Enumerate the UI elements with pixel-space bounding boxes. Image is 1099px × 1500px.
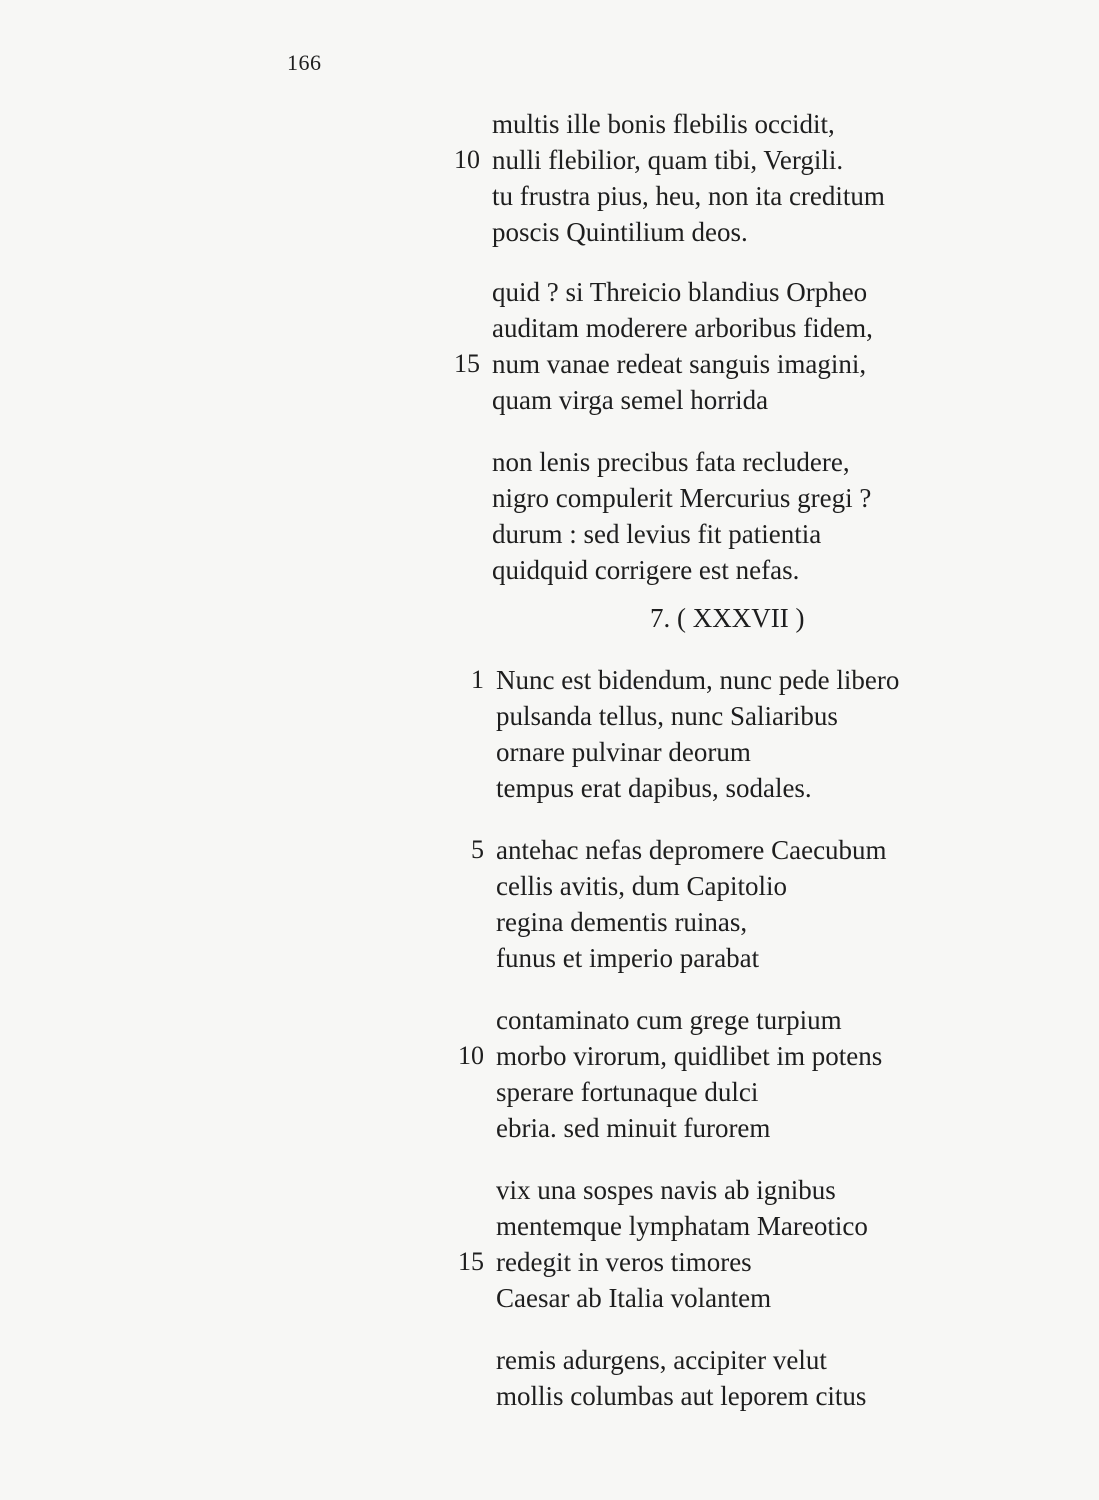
verse-line: Nunc est bidendum, nunc pede libero: [496, 665, 900, 695]
verse-line: redegit in veros timores: [496, 1247, 752, 1277]
verse-line: morbo virorum, quidlibet im potens: [496, 1041, 883, 1071]
verse-line: vix una sospes navis ab ignibus: [496, 1175, 836, 1205]
verse-line: non lenis precibus fata recludere,: [492, 447, 850, 477]
line-number: 5: [471, 835, 484, 864]
verse-line: mentemque lymphatam Mareotico: [496, 1211, 868, 1241]
poem-heading: 7. ( XXXVII ): [650, 603, 805, 633]
line-number: 15: [454, 349, 480, 378]
verse-line: quidquid corrigere est nefas.: [492, 555, 800, 585]
verse-line: cellis avitis, dum Capitolio: [496, 871, 787, 901]
verse-line: multis ille bonis flebilis occidit,: [492, 109, 835, 139]
verse-line: quid ? si Threicio blandius Orpheo: [492, 277, 868, 307]
verse-line: nulli flebilior, quam tibi, Vergili.: [492, 145, 844, 175]
verse-line: num vanae redeat sanguis imagini,: [492, 349, 867, 379]
verse-line: auditam moderere arboribus fidem,: [492, 313, 873, 343]
verse-line: nigro compulerit Mercurius gregi ?: [492, 483, 872, 513]
verse-line: pulsanda tellus, nunc Saliaribus: [496, 701, 838, 731]
page-number: 166: [287, 50, 322, 75]
verse-line: poscis Quintilium deos.: [492, 217, 748, 247]
verse-line: antehac nefas depromere Caecubum: [496, 835, 887, 865]
verse-line: tu frustra pius, heu, non ita creditum: [492, 181, 885, 211]
verse-line: contaminato cum grege turpium: [496, 1005, 842, 1035]
line-number: 15: [458, 1247, 484, 1276]
verse-line: mollis columbas aut leporem citus: [496, 1381, 867, 1411]
verse-line: quam virga semel horrida: [492, 385, 769, 415]
line-number: 10: [458, 1041, 484, 1070]
verse-line: remis adurgens, accipiter velut: [496, 1345, 827, 1375]
verse-line: regina dementis ruinas,: [496, 907, 748, 937]
verse-line: funus et imperio parabat: [496, 943, 760, 973]
verse-line: ebria. sed minuit furorem: [496, 1113, 771, 1143]
line-number: 1: [471, 665, 484, 694]
verse-line: sperare fortunaque dulci: [496, 1077, 759, 1107]
line-number: 10: [454, 145, 480, 174]
verse-line: tempus erat dapibus, sodales.: [496, 773, 812, 803]
verse-line: durum : sed levius fit patientia: [492, 519, 822, 549]
verse-line: ornare pulvinar deorum: [496, 737, 751, 767]
verse-line: Caesar ab Italia volantem: [496, 1283, 772, 1313]
